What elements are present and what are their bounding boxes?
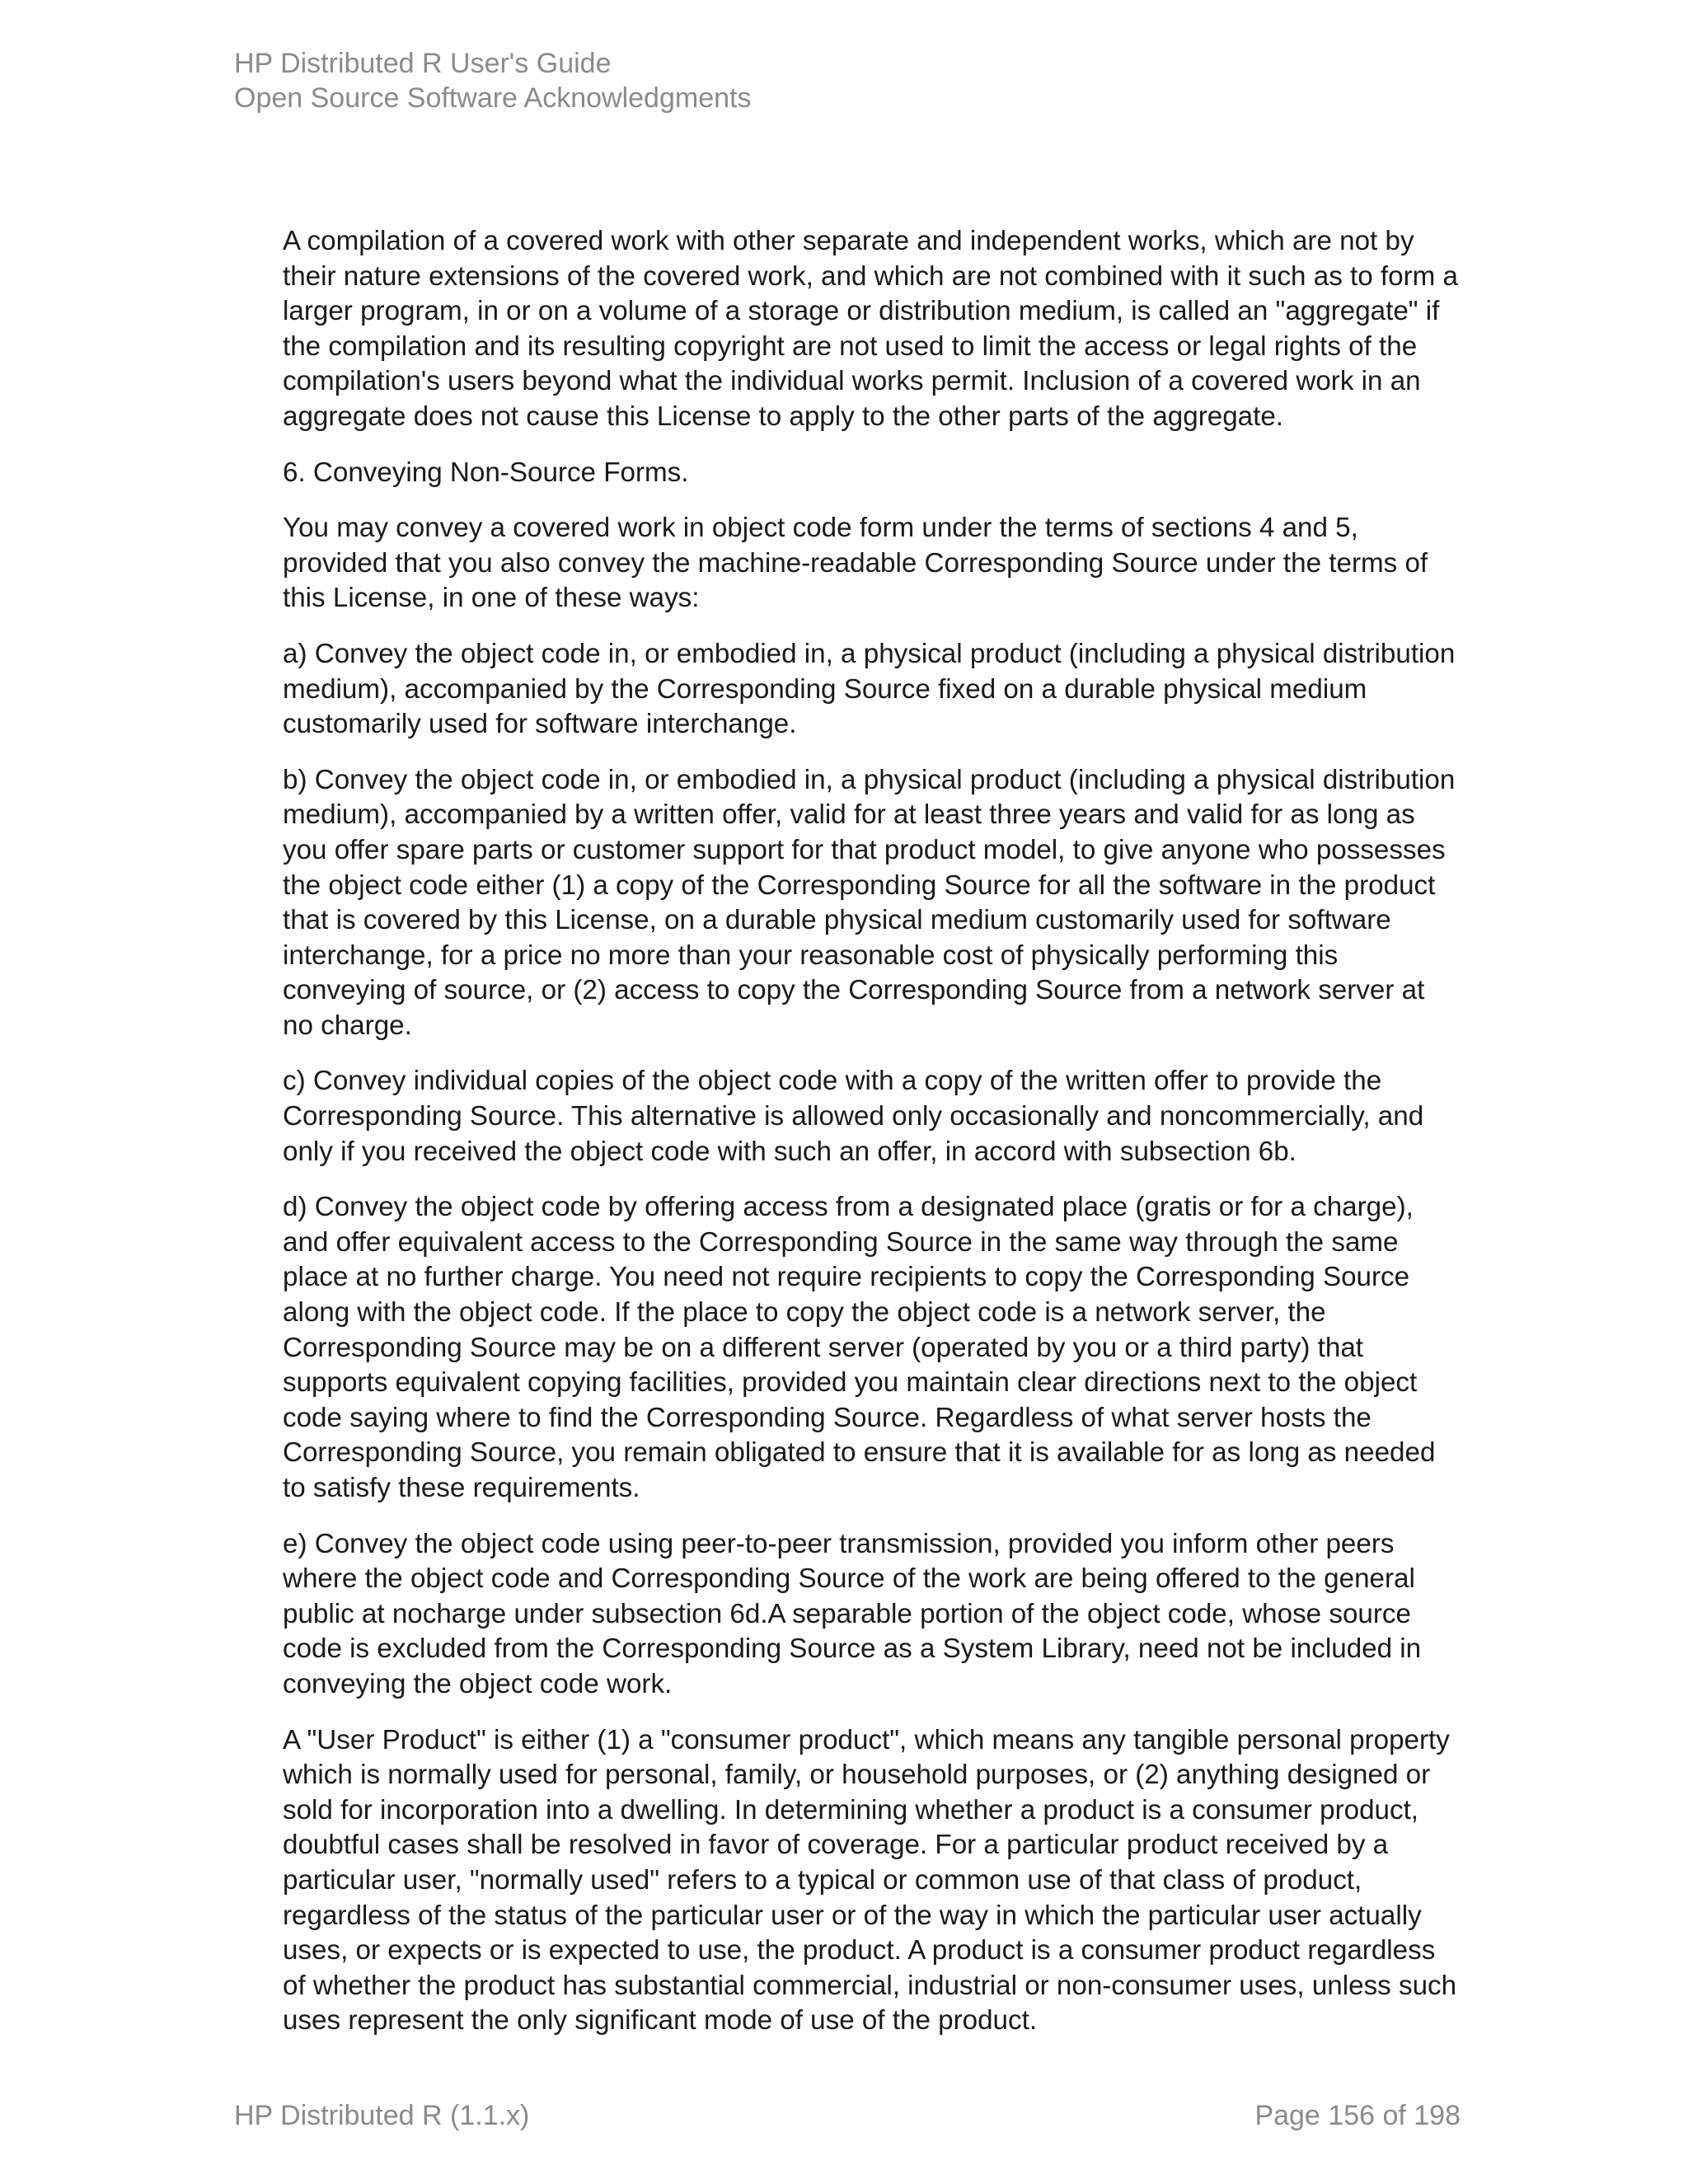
- paragraph-option-a: a) Convey the object code in, or embodied in, a physical product (including a physical distribution medium), accompanied by the Corresponding Source fixed on a durable physical medium customarily used for software interchange.: [283, 638, 1456, 740]
- running-header: [234, 46, 751, 115]
- paragraph-option-e: e) Convey the object code using peer-to-peer transmission, provided you inform other peers where the object code and Corresponding Source of the work are being offered to the general public at nocharge under subsection 6d.A separable portion of the object code, whose source code is excluded from the Corresponding Source as a System Library, need not be included in conveying the object code work.: [283, 1528, 1422, 1699]
- document-body: [283, 224, 1461, 2060]
- paragraph-convey-intro: You may convey a covered work in object code form under the terms of sections 4 and 5, provided that you also convey the machine-readable Corresponding Source under the terms of this License, in one of these ways:: [283, 513, 1428, 614]
- paragraph-option-c: c) Convey individual copies of the object code with a copy of the written offer to provide the Corresponding Source. This alternative is allowed only occasionally and noncommercially, and only if you received the object code with such an offer, in accord with subsection 6b.: [283, 1066, 1424, 1167]
- section-heading: 6. Conveying Non-Source Forms.: [283, 457, 689, 488]
- paragraph-option-d: d) Convey the object code by offering access from a designated place (gratis or for a charge), and offer equivalent access to the Corresponding Source in the same way through the same place at no further charge. You need not require recipients to copy the Corresponding Source along with the object code. If the place to copy the object code is a network server, the Corresponding Source may be on a different server (operated by you or a third party) that supports equivalent copying facilities, provided you maintain clear directions next to the object code saying where to find the Corresponding Source. Regardless of what server hosts the Corresponding Source, you remain obligated to ensure that it is available for as long as needed to satisfy these requirements.: [283, 1192, 1436, 1503]
- page-number: Page 156 of 198: [1254, 2100, 1461, 2131]
- document-title: HP Distributed R User's Guide: [234, 48, 612, 79]
- paragraph-option-b: b) Convey the object code in, or embodied in, a physical product (including a physical distribution medium), accompanied by a written offer, valid for at least three years and valid for as long as you offer spare parts or customer support for that product model, to give anyone who possesses the object code either (1) a copy of the Corresponding Source for all the software in the product that is covered by this License, on a durable physical medium customarily used for software interchange, for a price no more than your reasonable cost of physically performing this conveying of source, or (2) access to copy the Corresponding Source from a network server at no charge.: [283, 764, 1456, 1041]
- section-title: Open Source Software Acknowledgments: [234, 82, 752, 114]
- paragraph-aggregate: A compilation of a covered work with other separate and independent works, which are not by their nature extensions of the covered work, and which are not combined with it such as to form a larger program, in or on a volume of a storage or distribution medium, is called an "aggregate" if the compilation and its resulting copyright are not used to limit the access or legal rights of the compilation's users beyond what the individual works permit. Inclusion of a covered work in an aggregate does not cause this License to apply to the other parts of the aggregate.: [283, 226, 1458, 432]
- footer-product: HP Distributed R (1.1.x): [234, 2100, 530, 2131]
- paragraph-user-product: A "User Product" is either (1) a "consumer product", which means any tangible personal property which is normally used for personal, family, or household purposes, or (2) anything designed or sold for incorporation into a dwelling. In determining whether a product is a consumer product, doubtful cases shall be resolved in favor of coverage. For a particular product received by a particular user, "normally used" refers to a typical or common use of that class of product, regardless of the status of the particular user or of the way in which the particular user actually uses, or expects or is expected to use, the product. A product is a consumer product regardless of whether the product has substantial commercial, industrial or non-consumer uses, unless such uses represent the only significant mode of use of the product.: [283, 1724, 1457, 2036]
